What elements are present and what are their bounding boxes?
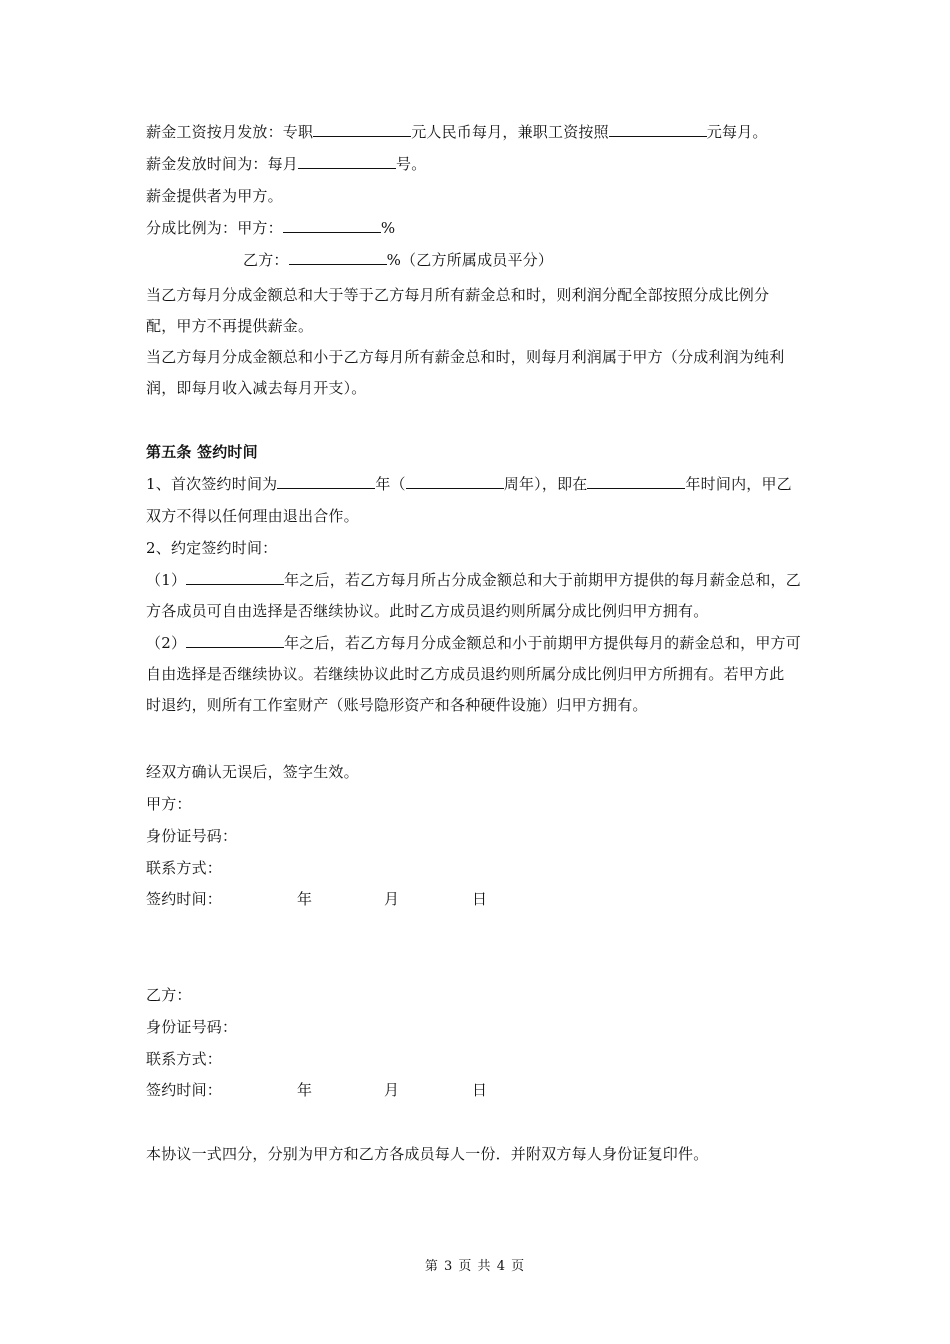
date-label: 签约时间： <box>146 1081 223 1099</box>
text: 号。 <box>396 155 427 173</box>
text: % <box>380 219 396 237</box>
party-b-day: 日 <box>472 1081 488 1099</box>
article-5-item-2: 2、约定签约时间： <box>146 539 278 557</box>
blank-first-term-anniversary <box>406 474 504 489</box>
party-b-label: 乙方： <box>146 986 192 1004</box>
party-a-label: 甲方： <box>146 795 192 813</box>
article-5-item-1 <box>146 474 792 494</box>
ratio-line-b <box>243 250 553 270</box>
party-b-contact-label: 联系方式： <box>146 1050 223 1068</box>
party-a-id-label: 身份证号码： <box>146 827 238 845</box>
article-5-sub-1 <box>146 570 801 590</box>
article-5-sub-2-line-2: 自由选择是否继续协议。若继续协议此时乙方成员退约则所属分成比例归甲方所拥有。若甲方此 <box>146 665 785 683</box>
page-footer: 第 3 页 共 4 页 <box>424 1259 526 1274</box>
blank-ratio-b <box>289 250 387 265</box>
party-a-contact-label: 联系方式： <box>146 859 223 877</box>
text: （2） <box>146 634 187 652</box>
blank-lock-years <box>587 474 685 489</box>
blank-sub-1-years <box>186 570 284 585</box>
confirm-text: 经双方确认无误后，签字生效。 <box>146 763 359 781</box>
para-1-line-2: 配，甲方不再提供薪金。 <box>146 317 314 335</box>
text: 年时间内，甲乙 <box>685 475 792 493</box>
article-5-heading: 第五条 签约时间 <box>146 443 258 461</box>
para-2-line-1: 当乙方每月分成金额总和小于乙方每月所有薪金总和时，则每月利润属于甲方（分成利润为纯利 <box>146 348 785 366</box>
party-b-year: 年 <box>297 1081 313 1099</box>
text: （1） <box>146 571 187 589</box>
blank-ratio-a <box>283 218 381 233</box>
article-5-sub-2-line-3: 时退约，则所有工作室财产（账号隐形资产和各种硬件设施）归甲方拥有。 <box>146 696 648 714</box>
salary-line-3: 薪金提供者为甲方。 <box>146 187 283 205</box>
date-label: 签约时间： <box>146 890 223 908</box>
para-1-line-1: 当乙方每月分成金额总和大于等于乙方每月所有薪金总和时，则利润分配全部按照分成比例分 <box>146 286 770 304</box>
text: 薪金工资按月发放：专职 <box>146 123 314 141</box>
party-a-date-row <box>146 889 222 909</box>
blank-parttime-salary <box>609 122 707 137</box>
text: 薪金发放时间为：每月 <box>146 155 299 173</box>
blank-first-term-years <box>277 474 375 489</box>
salary-line-1 <box>146 122 768 142</box>
text: %（乙方所属成员平分） <box>386 251 554 269</box>
text: 1、首次签约时间为 <box>146 475 278 493</box>
ratio-line-a <box>146 218 395 238</box>
closing-text: 本协议一式四分，分别为甲方和乙方各成员每人一份．并附双方每人身份证复印件。 <box>146 1145 709 1163</box>
party-a-month: 月 <box>384 890 400 908</box>
text: 元人民币每月，兼职工资按照 <box>411 123 609 141</box>
party-a-day: 日 <box>472 890 488 908</box>
article-5-item-1-line-2: 双方不得以任何理由退出合作。 <box>146 507 359 525</box>
para-2-line-2: 润，即每月收入减去每月开支）。 <box>146 379 367 397</box>
text: 分成比例为：甲方： <box>146 219 283 237</box>
article-5-sub-2 <box>146 633 801 653</box>
blank-sub-2-years <box>186 633 284 648</box>
text: 乙方： <box>243 251 289 269</box>
text: 年（ <box>375 475 406 493</box>
blank-fulltime-salary <box>313 122 411 137</box>
text: 元每月。 <box>706 123 768 141</box>
blank-pay-day <box>298 154 396 169</box>
article-5-sub-1-line-2: 方各成员可自由选择是否继续协议。此时乙方成员退约则所属分成比例归甲方拥有。 <box>146 602 709 620</box>
text: 周年），即在 <box>503 475 588 493</box>
party-b-month: 月 <box>384 1081 400 1099</box>
text: 年之后，若乙方每月分成金额总和小于前期甲方提供每月的薪金总和，甲方可 <box>284 634 801 652</box>
party-a-year: 年 <box>297 890 313 908</box>
text: 年之后，若乙方每月所占分成金额总和大于前期甲方提供的每月薪金总和，乙 <box>284 571 801 589</box>
party-b-date-row <box>146 1080 222 1100</box>
party-b-id-label: 身份证号码： <box>146 1018 238 1036</box>
salary-line-2 <box>146 154 426 174</box>
